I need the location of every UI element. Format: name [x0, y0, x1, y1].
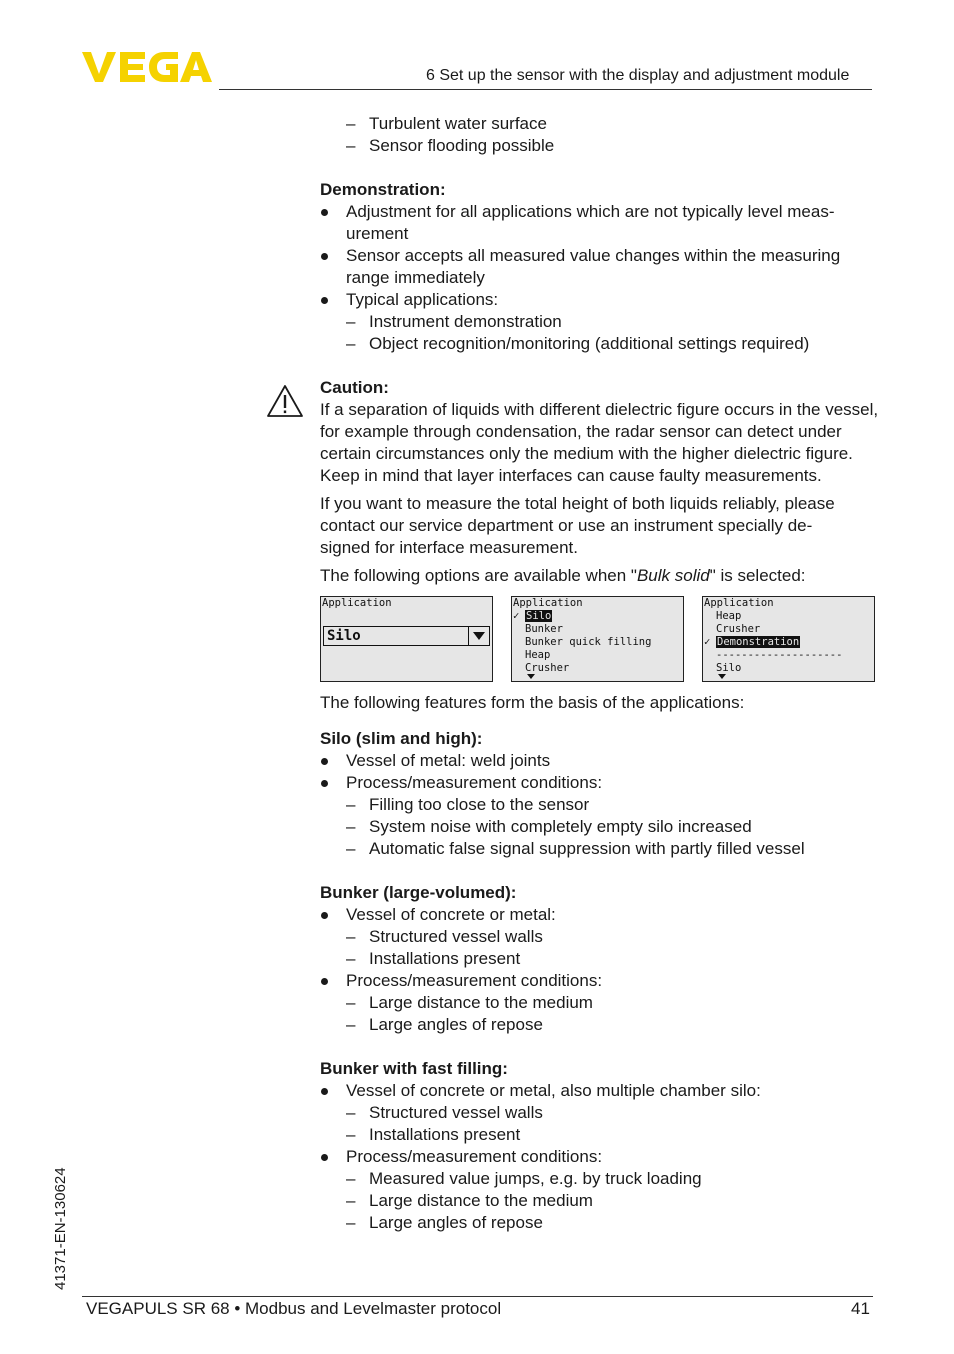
- options-sentence: The following options are available when "Bulk solid" is selected:: [320, 566, 806, 585]
- vega-logo: [82, 50, 212, 84]
- list-item: Vessel of metal: weld joints: [320, 750, 880, 772]
- list-item: Process/measurement conditions:: [320, 772, 880, 794]
- list-item: – Large distance to the medium: [320, 1190, 880, 1212]
- list-item: Vessel of concrete or metal, also multiple chamber silo:: [320, 1080, 880, 1102]
- main-content: [320, 113, 880, 1234]
- list-item: – Installations present: [320, 1124, 880, 1146]
- display-screens: [320, 596, 875, 682]
- list-item: – Large distance to the medium: [320, 992, 880, 1014]
- header-rule: [219, 89, 872, 90]
- scroll-down-arrow-icon: [718, 674, 726, 679]
- list-item: Process/measurement conditions:: [320, 970, 880, 992]
- menu-item: Heap: [525, 649, 551, 661]
- fast-filling-heading: Bunker with fast filling:: [320, 1059, 508, 1078]
- list-item: – Object recognition/monitoring (additional settings required): [320, 333, 880, 355]
- menu-item: Bunker: [525, 623, 563, 635]
- page-number: 41: [851, 1299, 870, 1318]
- list-item: – Filling too close to the sensor: [320, 794, 880, 816]
- screen-title: Application: [322, 597, 392, 609]
- section-header: 6 Set up the sensor with the display and adjustment module: [426, 67, 850, 84]
- list-item: Typical applications:: [320, 289, 880, 311]
- checkmark-icon: ✓: [704, 636, 711, 648]
- checkmark-icon: ✓: [513, 610, 520, 622]
- display-screen-3: [702, 596, 875, 682]
- footer-product: VEGAPULS SR 68 • Modbus and Levelmaster protocol: [86, 1299, 502, 1318]
- list-item: – Large angles of repose: [320, 1014, 880, 1036]
- list-item: – System noise with completely empty silo increased: [320, 816, 880, 838]
- list-item: – Large angles of repose: [320, 1212, 880, 1234]
- list-item: – Turbulent water surface: [320, 113, 880, 135]
- list-item: – Automatic false signal suppression with partly filled vessel: [320, 838, 880, 860]
- list-item: – Structured vessel walls: [320, 1102, 880, 1124]
- caution-heading: Caution:: [320, 378, 389, 397]
- features-intro: The following features form the basis of the applications:: [320, 693, 745, 712]
- menu-item: Crusher: [525, 662, 570, 674]
- menu-item: Bunker quick filling: [525, 636, 652, 648]
- document-number: 41371-EN-130624: [52, 1167, 69, 1290]
- menu-item-selected: Silo: [526, 610, 552, 622]
- list-item: – Structured vessel walls: [320, 926, 880, 948]
- caution-paragraph-2: If you want to measure the total height of both liquids reliably, please contact our service department or use an instrument specially de- signed for interface measurement.: [320, 494, 835, 557]
- screen-title: Application: [704, 597, 774, 609]
- scroll-down-arrow-icon: [527, 674, 535, 679]
- menu-item: Heap: [716, 610, 742, 622]
- list-item: Sensor accepts all measured value changes within the measuring range immediately: [320, 245, 880, 289]
- screen-title: Application: [513, 597, 583, 609]
- silo-heading: Silo (slim and high):: [320, 729, 483, 748]
- list-item: Vessel of concrete or metal:: [320, 904, 880, 926]
- caution-paragraph: If a separation of liquids with different dielectric figure occurs in the vessel, for example through condensation, the radar sensor can detect under certain circumstances only the medium with the higher dielectric figure. Keep in mind that layer interfaces can cause faulty measurements.: [320, 400, 879, 485]
- menu-item-selected: Demonstration: [717, 636, 800, 648]
- demonstration-heading: Demonstration:: [320, 180, 446, 199]
- list-item: – Instrument demonstration: [320, 311, 880, 333]
- menu-item: Crusher: [716, 623, 761, 635]
- bunker-heading: Bunker (large-volumed):: [320, 883, 517, 902]
- list-item: – Sensor flooding possible: [320, 135, 880, 157]
- list-item: Process/measurement conditions:: [320, 1146, 880, 1168]
- footer-rule: [82, 1296, 873, 1297]
- list-item: – Installations present: [320, 948, 880, 970]
- display-screen-2: [511, 596, 684, 682]
- menu-item: Silo: [716, 662, 742, 674]
- chevron-down-icon: [468, 627, 489, 645]
- application-select: [323, 626, 490, 646]
- list-item: Adjustment for all applications which are not typically level meas- urement: [320, 201, 880, 245]
- display-screen-1: [320, 596, 493, 682]
- select-value: Silo: [327, 628, 361, 644]
- menu-separator: --------------------: [716, 649, 843, 661]
- list-item: – Measured value jumps, e.g. by truck loading: [320, 1168, 880, 1190]
- warning-triangle-icon: [266, 384, 304, 418]
